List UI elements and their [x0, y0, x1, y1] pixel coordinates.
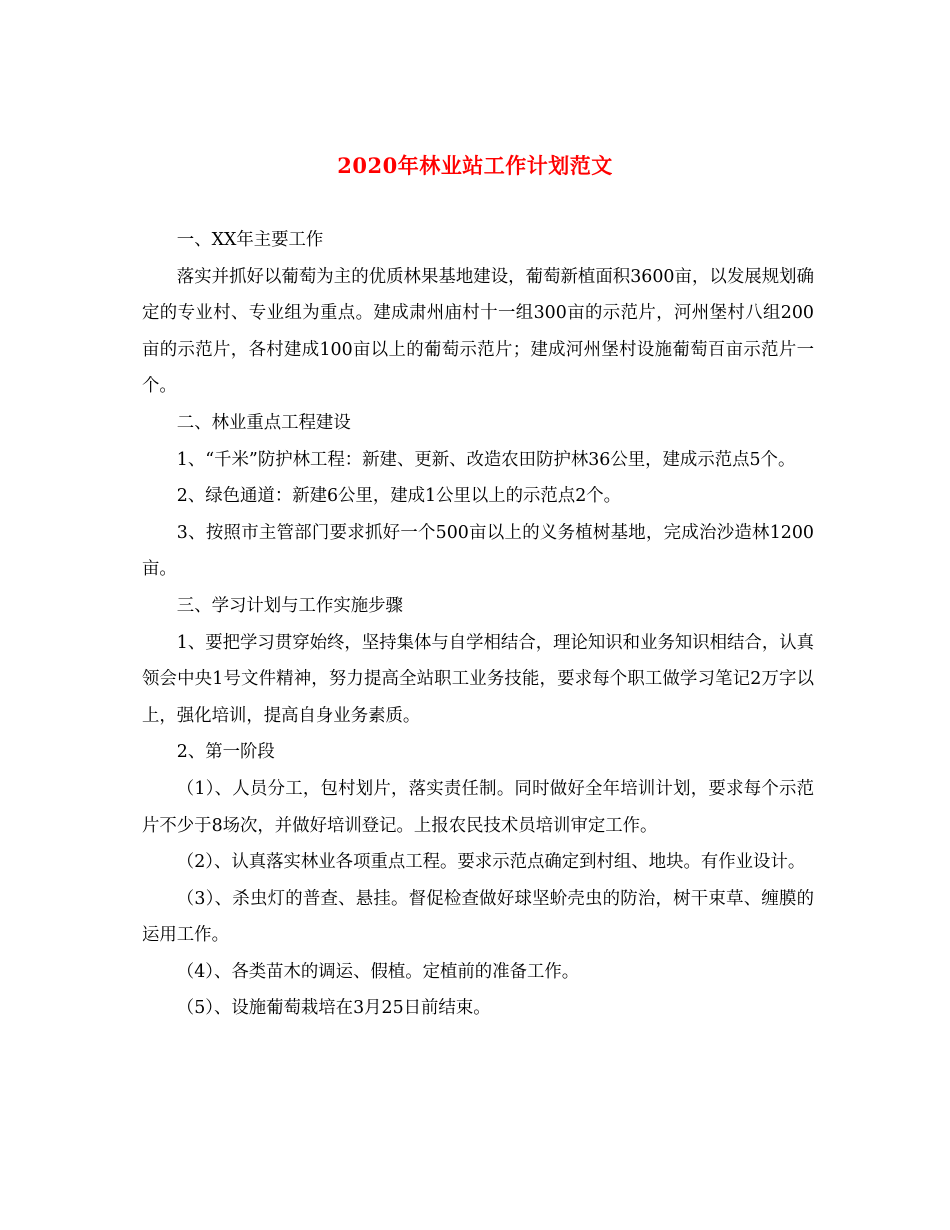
sub-list-item: （4）、各类苗木的调运、假植。定植前的准备工作。 — [176, 961, 580, 982]
sub-list-item: （3）、杀虫灯的普查、悬挂。督促检查做好球坚蚧壳虫的防治，树干束草、缠膜的运用工作。 — [142, 888, 814, 946]
list-item: 1、“千米”防护林工程：新建、更新、改造农田防护林36公里，建成示范点5个。 — [176, 449, 796, 470]
section-heading-1: 一、XX年主要工作 — [176, 230, 324, 250]
sub-list-item: （1）、人员分工，包村划片，落实责任制。同时做好全年培训计划，要求每个示范片不少于8场次，并做好培训登记。上报农民技术员培训审定工作。 — [142, 778, 814, 836]
paragraph: 落实并抓好以葡萄为主的优质林果基地建设，葡萄新植面积3600亩，以发展规划确定的专业村、专业组为重点。建成肃州庙村十一组300亩的示范片，河州堡村八组200亩的示范片，各村建成100亩以上的葡萄示范片；建成河州堡村设施葡萄百亩示范片一个。 — [142, 266, 814, 397]
list-item: 2、绿色通道：新建6公里，建成1公里以上的示范点2个。 — [176, 486, 622, 507]
section-heading-2: 二、林业重点工程建设 — [176, 412, 351, 433]
sub-list-item: （2）、认真落实林业各项重点工程。要求示范点确定到村组、地块。有作业设计。 — [176, 852, 806, 873]
document-body — [142, 222, 814, 1027]
sub-list-item: （5）、设施葡萄栽培在3月25日前结束。 — [176, 998, 491, 1019]
list-item: 1、要把学习贯穿始终，坚持集体与自学相结合，理论知识和业务知识相结合，认真领会中央1号文件精神，努力提高全站职工业务技能，要求每个职工做学习笔记2万字以上，强化培训，提高自身业务素质。 — [142, 632, 814, 726]
section-heading-3: 三、学习计划与工作实施步骤 — [176, 595, 403, 616]
document-title: 2020年林业站工作计划范文 — [337, 153, 613, 179]
list-item: 2、第一阶段 — [176, 742, 275, 763]
list-item: 3、按照市主管部门要求抓好一个500亩以上的义务植树基地，完成治沙造林1200亩。 — [142, 522, 814, 580]
